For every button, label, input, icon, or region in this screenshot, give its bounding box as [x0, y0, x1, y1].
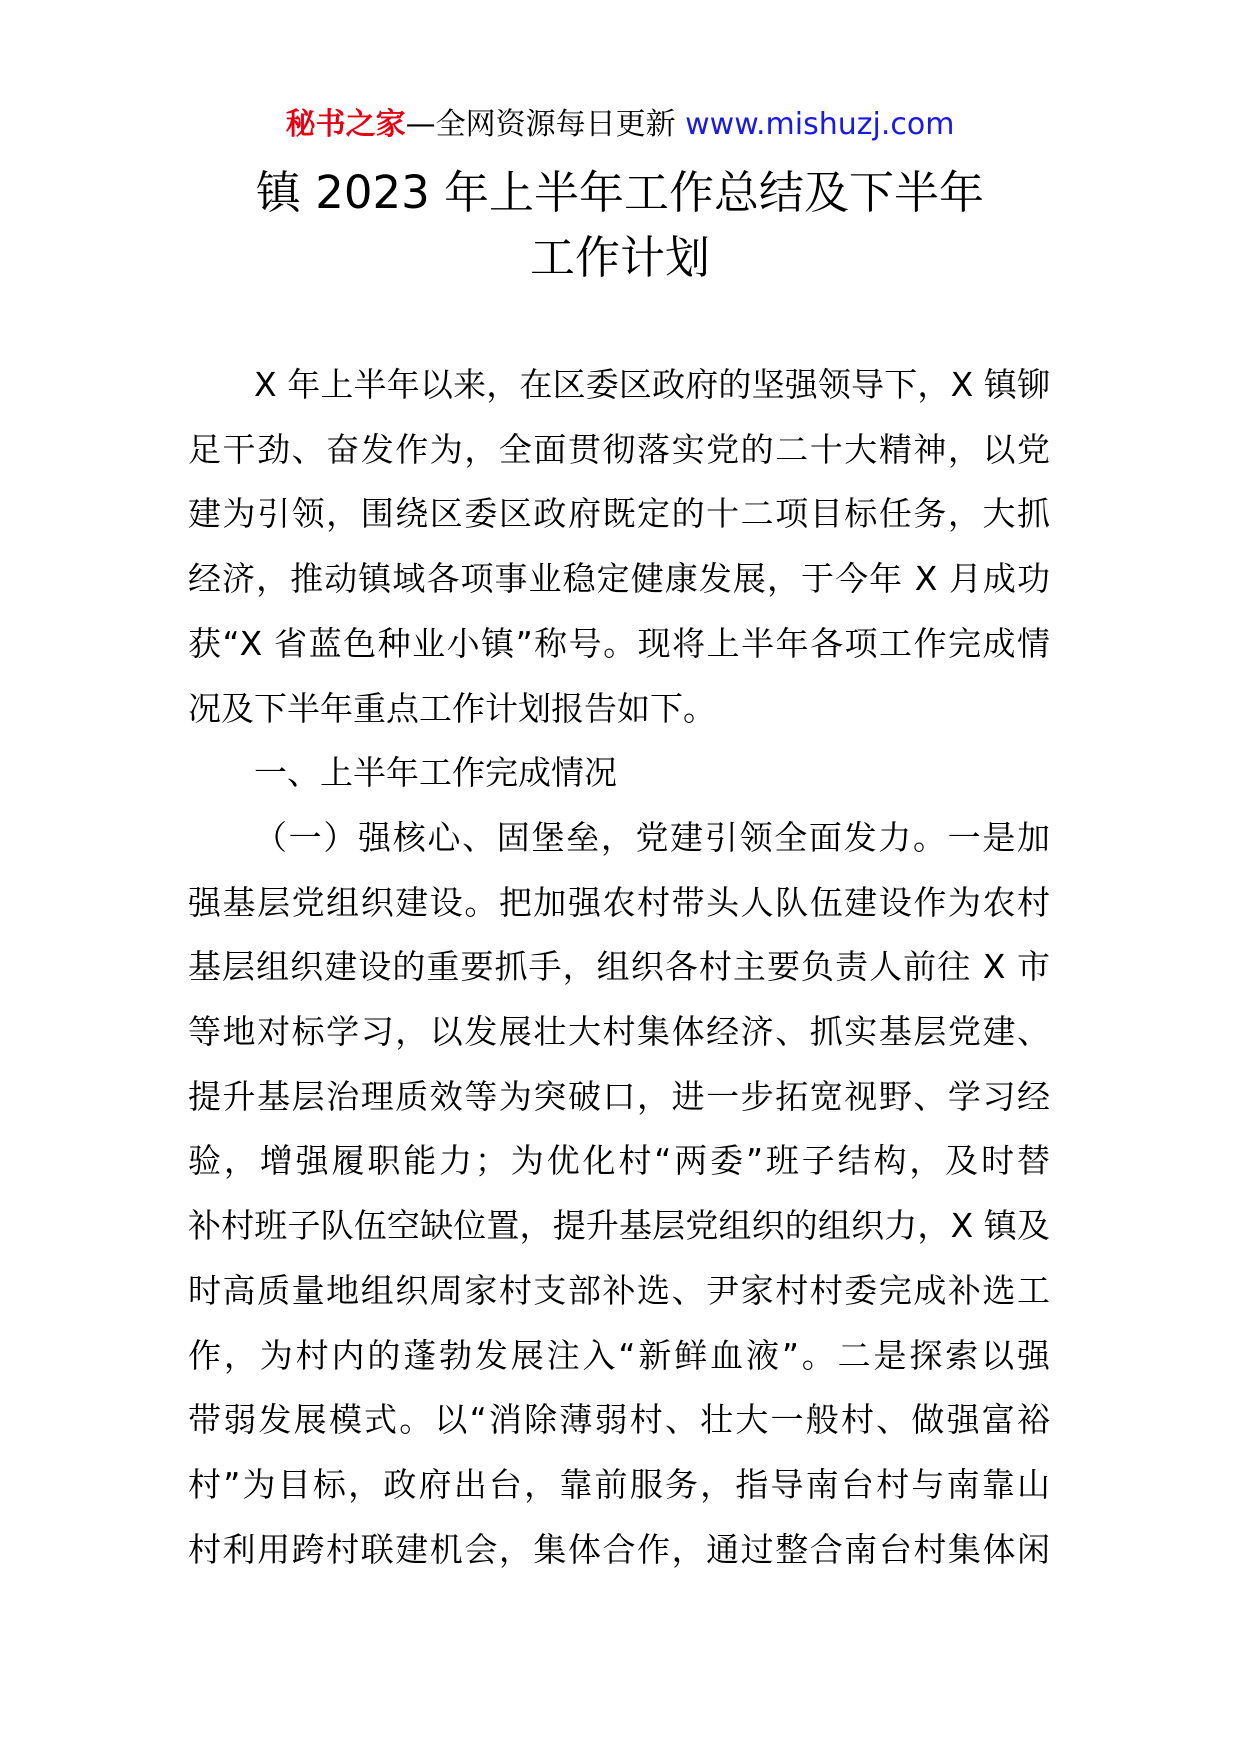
- title-line-2: 工作计划: [529, 231, 710, 284]
- title-line-1: 镇 2023 年上半年工作总结及下半年: [255, 166, 985, 219]
- section-heading: 一、上半年工作完成情况: [254, 753, 617, 793]
- body-line: 提升基层治理质效等为突破口，进一步拓宽视野、学习经: [188, 1076, 1050, 1116]
- body-line: （一）强核心、固堡垒，党建引领全面发力。一是加: [254, 817, 1050, 857]
- body-line: 村利用跨村联建机会，集体合作，通过整合南台村集体闲: [188, 1529, 1050, 1569]
- document-title: [0, 160, 1240, 290]
- body-line: 基层组织建设的重要抓手，组织各村主要负责人前往 X 市: [188, 947, 1050, 987]
- body-line: 获“X 省蓝色种业小镇”称号。现将上半年各项工作完成情: [188, 623, 1050, 663]
- site-header: [0, 105, 1240, 145]
- body-line: 补村班子队伍空缺位置，提升基层党组织的组织力，X 镇及: [188, 1206, 1050, 1246]
- document-body: [188, 353, 1050, 1582]
- body-line: 况及下半年重点工作计划报告如下。: [188, 688, 716, 728]
- body-line: 建为引领，围绕区委区政府既定的十二项目标任务，大抓: [188, 494, 1050, 534]
- body-line: 作，为村内的蓬勃发展注入“新鲜血液”。二是探索以强: [188, 1335, 1050, 1375]
- body-line: 带弱发展模式。以“消除薄弱村、壮大一般村、做强富裕: [188, 1400, 1050, 1440]
- body-line: X 年上半年以来，在区委区政府的坚强领导下，X 镇铆: [254, 365, 1050, 404]
- site-tagline: —全网资源每日更新: [405, 107, 686, 142]
- body-line: 强基层党组织建设。把加强农村带头人队伍建设作为农村: [188, 882, 1050, 922]
- body-line: 等地对标学习，以发展壮大村集体经济、抓实基层党建、: [188, 1012, 1050, 1052]
- body-line: 时高质量地组织周家村支部补选、尹家村村委完成补选工: [188, 1270, 1050, 1310]
- body-line: 村”为目标，政府出台，靠前服务，指导南台村与南靠山: [188, 1464, 1050, 1504]
- body-line: 验，增强履职能力；为优化村“两委”班子结构，及时替: [188, 1141, 1050, 1181]
- body-line: 经济，推动镇域各项事业稳定健康发展，于今年 X 月成功: [188, 559, 1050, 599]
- site-brand: 秘书之家: [285, 107, 406, 142]
- body-line: 足干劲、奋发作为，全面贯彻落实党的二十大精神，以党: [188, 429, 1050, 469]
- site-url: www.mishuzj.com: [685, 107, 955, 142]
